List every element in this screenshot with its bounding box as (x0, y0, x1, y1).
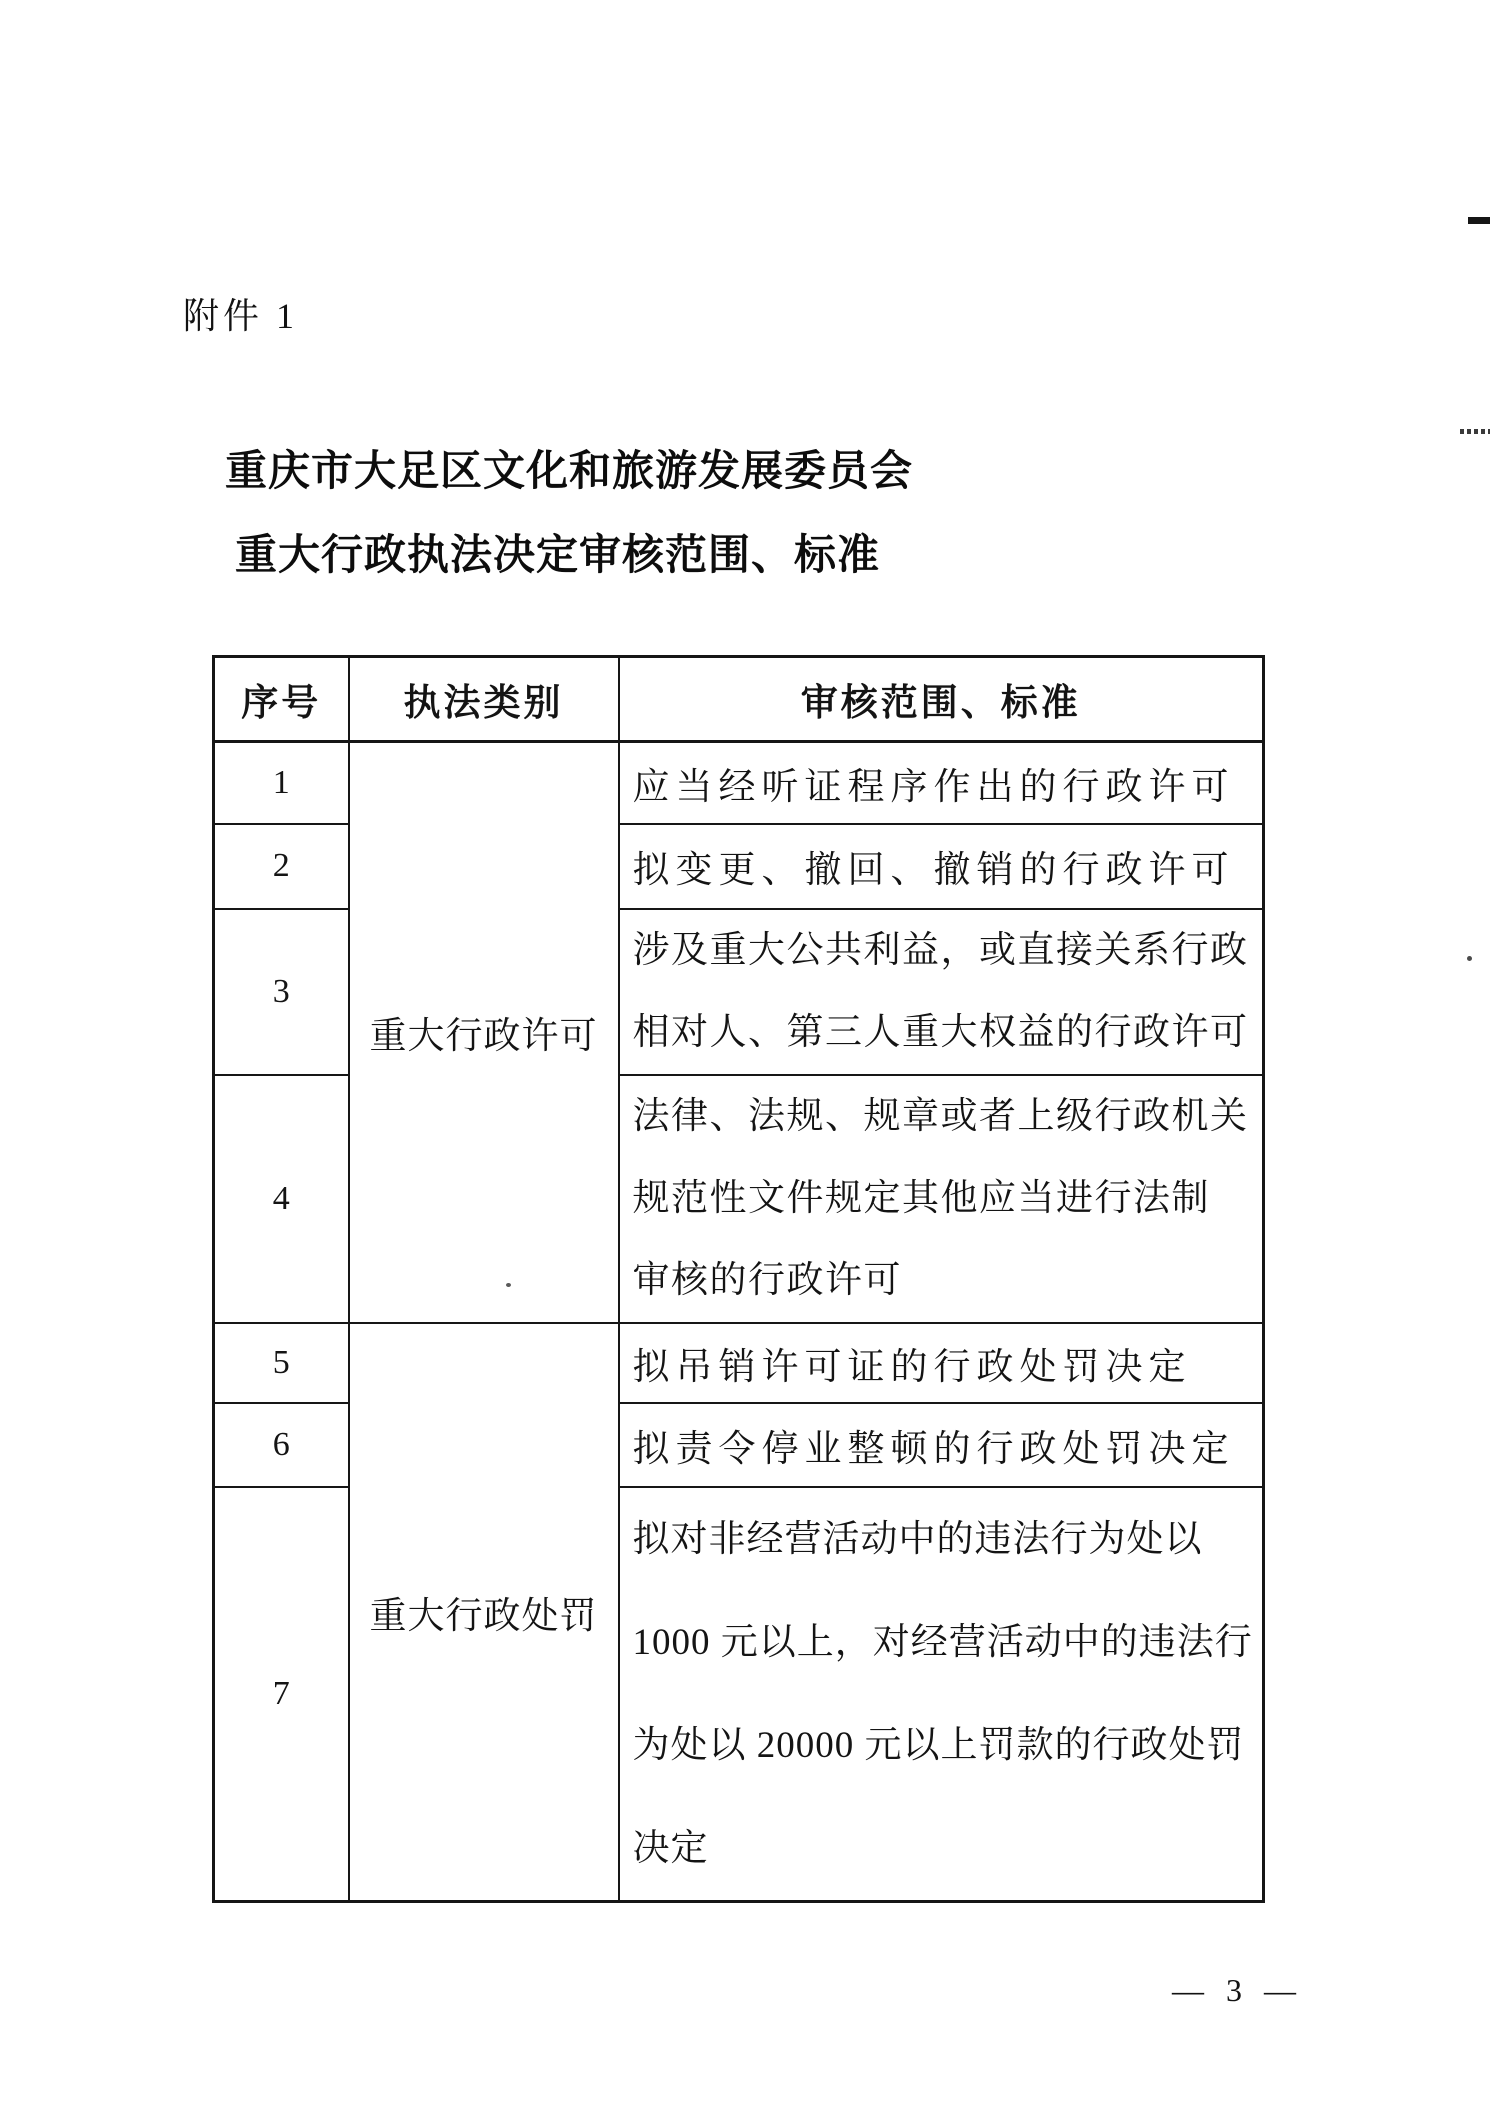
row-number: 5 (214, 1323, 349, 1403)
table-row (214, 742, 1264, 824)
content-line: 规范性文件规定其他应当进行法制 (632, 1177, 1210, 1219)
content-line: 决定 (632, 1827, 709, 1869)
content-line: 应当经听证程序作出的行政许可 (632, 766, 1235, 808)
scan-artifact-dot (506, 1283, 511, 1287)
table-row (214, 1323, 1264, 1403)
row-content (619, 742, 1264, 824)
content-line: 相对人、第三人重大权益的行政许可 (632, 1011, 1249, 1053)
row-number: 3 (214, 909, 349, 1075)
attachment-label: 附件 1 (183, 296, 299, 336)
row-number: 7 (214, 1487, 349, 1902)
col-header-seq: 序号 (214, 657, 349, 742)
content-line: 拟责令停业整顿的行政处罚决定 (632, 1428, 1235, 1470)
scan-artifact-dotted-dash (1460, 429, 1490, 434)
row-number: 4 (214, 1075, 349, 1323)
col-header-category: 执法类别 (349, 657, 619, 742)
col-header-scope: 审核范围、标准 (619, 657, 1264, 742)
content-line: 拟吊销许可证的行政处罚决定 (632, 1346, 1192, 1388)
document-title (225, 430, 914, 598)
content-line: 法律、法规、规章或者上级行政机关 (632, 1095, 1249, 1137)
row-content (619, 824, 1264, 909)
row-content (619, 1075, 1264, 1323)
content-line: 拟对非经营活动中的违法行为处以 (632, 1518, 1203, 1560)
row-number: 1 (214, 742, 349, 824)
row-content (619, 1403, 1264, 1487)
category-major-administrative-penalty: 重大行政处罚 (349, 1323, 619, 1902)
row-content (619, 909, 1264, 1075)
row-content (619, 1487, 1264, 1902)
row-number: 6 (214, 1403, 349, 1487)
document-title-line-2: 重大行政执法决定审核范围、标准 (234, 533, 880, 579)
content-line: 1000 元以上，对经营活动中的违法行 (632, 1621, 1253, 1663)
row-number: 2 (214, 824, 349, 909)
content-line: 审核的行政许可 (632, 1259, 902, 1301)
content-line: 涉及重大公共利益，或直接关系行政 (632, 929, 1249, 971)
review-scope-table (212, 655, 1265, 1903)
content-line: 拟变更、撤回、撤销的行政许可 (632, 850, 1235, 891)
table-header-row (214, 657, 1264, 742)
document-title-line-1: 重庆市大足区文化和旅游发展委员会 (225, 449, 914, 495)
page-number: — 3 — (1172, 1972, 1298, 2008)
scan-artifact-dot (1467, 956, 1472, 961)
row-content (619, 1323, 1264, 1403)
category-major-administrative-license: 重大行政许可 (349, 742, 619, 1323)
scan-artifact-dash (1468, 217, 1490, 224)
content-line: 为处以 20000 元以上罚款的行政处罚 (632, 1724, 1245, 1766)
